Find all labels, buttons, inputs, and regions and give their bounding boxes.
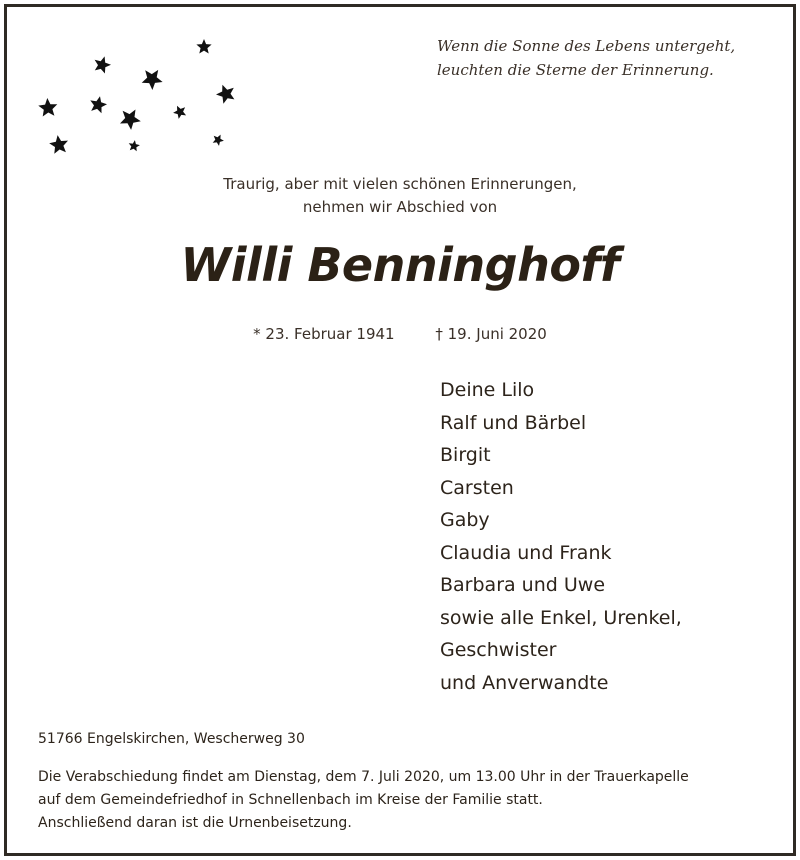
motto-quote	[437, 34, 767, 82]
motto-line-1: Wenn die Sonne des Lebens untergeht,	[437, 37, 736, 55]
ceremony-info	[38, 766, 778, 835]
stars-decoration	[30, 30, 260, 160]
mourner-line: und Anverwandte	[440, 671, 609, 694]
mourner-line: Barbara und Uwe	[440, 574, 606, 596]
ceremony-info-line-3: Anschließend daran ist die Urnenbeisetzung.	[38, 815, 352, 831]
ceremony-info-line-1: Die Verabschiedung findet am Dienstag, dem 7. Juli 2020, um 13.00 Uhr in der Trauerkapelle	[38, 769, 689, 785]
star-icon	[129, 140, 140, 151]
star-icon	[213, 135, 224, 146]
mourner-line: Geschwister	[440, 639, 557, 661]
mourner-line: sowie alle Enkel, Urenkel,	[440, 606, 682, 629]
star-icon	[95, 56, 111, 73]
star-icon	[49, 135, 68, 154]
mourners-list	[440, 374, 770, 699]
star-icon	[216, 85, 234, 104]
star-icon	[120, 110, 141, 130]
address: 51766 Engelskirchen, Wescherweg 30	[38, 731, 305, 747]
mourner-line: Deine Lilo	[440, 379, 535, 401]
mourner-line: Ralf und Bärbel	[440, 411, 587, 434]
motto-line-2: leuchten die Sterne der Erinnerung.	[437, 61, 714, 79]
death-date: † 19. Juni 2020	[435, 325, 547, 343]
deceased-name: Willi Benninghoff	[180, 238, 620, 292]
mourner-line: Claudia und Frank	[440, 541, 612, 564]
star-icon	[38, 98, 57, 117]
star-icon	[196, 39, 211, 54]
life-dates	[0, 325, 800, 343]
star-icon	[173, 106, 186, 119]
intro-line-1: Traurig, aber mit vielen schönen Erinnerungen,	[223, 175, 577, 193]
intro-text	[0, 173, 800, 219]
intro-line-2: nehmen wir Abschied von	[302, 198, 498, 216]
ceremony-info-line-2: auf dem Gemeindefriedhof in Schnellenbach im Kreise der Familie statt.	[38, 792, 543, 808]
mourner-line: Gaby	[440, 509, 490, 531]
birth-date: * 23. Februar 1941	[253, 325, 395, 343]
star-icon	[142, 70, 163, 90]
mourner-line: Birgit	[440, 444, 491, 466]
star-icon	[90, 96, 107, 113]
mourner-line: Carsten	[440, 476, 514, 499]
